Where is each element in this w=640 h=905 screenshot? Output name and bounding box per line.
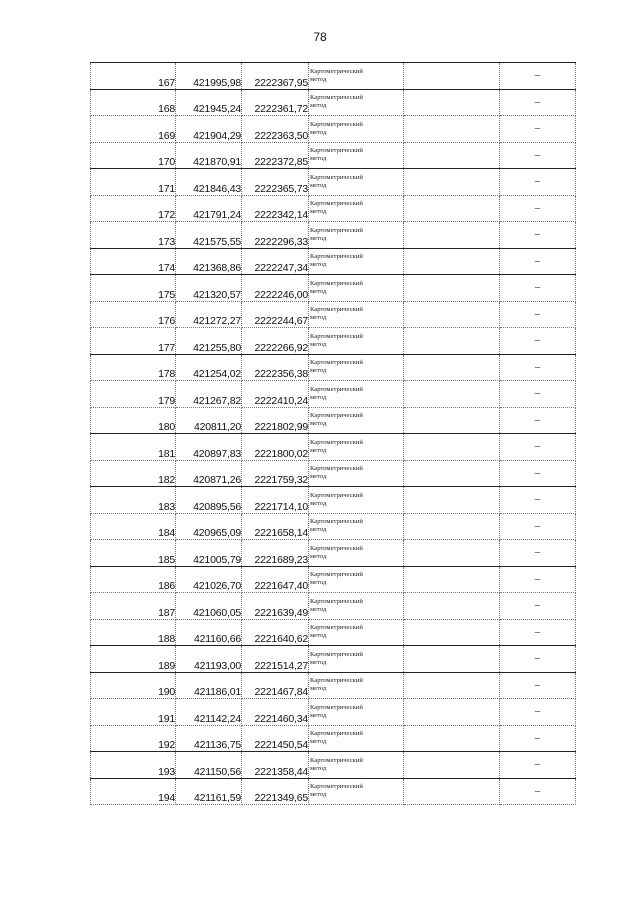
y-coordinate-cell: 2222367,95	[242, 63, 309, 90]
method-cell	[309, 646, 404, 673]
point-number-cell: 176	[91, 301, 176, 328]
method-label-line2: метод	[310, 658, 327, 666]
empty-cell	[404, 301, 500, 328]
table-row	[91, 566, 576, 593]
method-label-line1: Картометрический	[310, 624, 363, 632]
y-coordinate-cell: 2222356,38	[242, 354, 309, 381]
method-cell	[309, 434, 404, 461]
method-label-line1: Картометрический	[310, 597, 363, 605]
dash-cell: –	[500, 275, 576, 302]
x-coordinate-cell: 421186,01	[176, 672, 242, 699]
point-number-cell: 186	[91, 566, 176, 593]
point-number-cell: 183	[91, 487, 176, 514]
method-label-line1: Картометрический	[310, 306, 363, 314]
point-number-cell: 194	[91, 778, 176, 805]
method-label-line2: метод	[310, 102, 327, 110]
method-cell	[309, 487, 404, 514]
x-coordinate-cell: 421575,55	[176, 222, 242, 249]
method-cell	[309, 540, 404, 567]
method-label-line1: Картометрический	[310, 226, 363, 234]
method-label-line2: метод	[310, 764, 327, 772]
dash-cell: –	[500, 301, 576, 328]
dash-cell: –	[500, 142, 576, 169]
x-coordinate-cell: 421161,59	[176, 778, 242, 805]
dash-cell: –	[500, 248, 576, 275]
empty-cell	[404, 460, 500, 487]
dash-cell: –	[500, 434, 576, 461]
table-row	[91, 646, 576, 673]
table-row	[91, 513, 576, 540]
method-cell	[309, 142, 404, 169]
method-label-line1: Картометрический	[310, 412, 363, 420]
x-coordinate-cell: 421272,27	[176, 301, 242, 328]
method-label-line1: Картометрический	[310, 67, 363, 75]
empty-cell	[404, 487, 500, 514]
x-coordinate-cell: 421267,82	[176, 381, 242, 408]
method-label-line2: метод	[310, 632, 327, 640]
table-row	[91, 752, 576, 779]
point-number-cell: 191	[91, 699, 176, 726]
table-row	[91, 248, 576, 275]
method-label-line1: Картометрический	[310, 703, 363, 711]
point-number-cell: 187	[91, 593, 176, 620]
table-row	[91, 778, 576, 805]
y-coordinate-cell: 2222361,72	[242, 89, 309, 116]
dash-cell: –	[500, 752, 576, 779]
y-coordinate-cell: 2221647,40	[242, 566, 309, 593]
point-number-cell: 169	[91, 116, 176, 143]
x-coordinate-cell: 421142,24	[176, 699, 242, 726]
method-label-line1: Картометрический	[310, 518, 363, 526]
table-row	[91, 540, 576, 567]
dash-cell: –	[500, 699, 576, 726]
empty-cell	[404, 142, 500, 169]
point-number-cell: 190	[91, 672, 176, 699]
point-number-cell: 192	[91, 725, 176, 752]
method-label-line1: Картометрический	[310, 756, 363, 764]
table-row	[91, 63, 576, 90]
method-label-line1: Картометрический	[310, 730, 363, 738]
table-row	[91, 407, 576, 434]
table-row	[91, 593, 576, 620]
x-coordinate-cell: 420811,20	[176, 407, 242, 434]
x-coordinate-cell: 421254,02	[176, 354, 242, 381]
point-number-cell: 184	[91, 513, 176, 540]
x-coordinate-cell: 421995,98	[176, 63, 242, 90]
y-coordinate-cell: 2221689,23	[242, 540, 309, 567]
y-coordinate-cell: 2221640,62	[242, 619, 309, 646]
point-number-cell: 179	[91, 381, 176, 408]
y-coordinate-cell: 2221639,49	[242, 593, 309, 620]
point-number-cell: 171	[91, 169, 176, 196]
x-coordinate-cell: 420897,83	[176, 434, 242, 461]
method-label-line1: Картометрический	[310, 783, 363, 791]
y-coordinate-cell: 2222363,50	[242, 116, 309, 143]
method-label-line1: Картометрический	[310, 385, 363, 393]
table-row	[91, 434, 576, 461]
method-cell	[309, 513, 404, 540]
x-coordinate-cell: 421026,70	[176, 566, 242, 593]
point-number-cell: 168	[91, 89, 176, 116]
dash-cell: –	[500, 566, 576, 593]
y-coordinate-cell: 2221514,27	[242, 646, 309, 673]
method-cell	[309, 169, 404, 196]
y-coordinate-cell: 2222372,85	[242, 142, 309, 169]
y-coordinate-cell: 2221759,32	[242, 460, 309, 487]
method-cell	[309, 778, 404, 805]
method-label-line2: метод	[310, 367, 327, 375]
method-label-line1: Картометрический	[310, 359, 363, 367]
table-row	[91, 116, 576, 143]
method-label-line2: метод	[310, 473, 327, 481]
y-coordinate-cell: 2221714,10	[242, 487, 309, 514]
method-label-line2: метод	[310, 605, 327, 613]
x-coordinate-cell: 421150,56	[176, 752, 242, 779]
empty-cell	[404, 195, 500, 222]
method-cell	[309, 699, 404, 726]
method-label-line2: метод	[310, 738, 327, 746]
empty-cell	[404, 381, 500, 408]
point-number-cell: 174	[91, 248, 176, 275]
method-label-line2: метод	[310, 499, 327, 507]
dash-cell: –	[500, 672, 576, 699]
dash-cell: –	[500, 778, 576, 805]
table-row	[91, 699, 576, 726]
method-label-line2: метод	[310, 234, 327, 242]
empty-cell	[404, 328, 500, 355]
empty-cell	[404, 89, 500, 116]
dash-cell: –	[500, 195, 576, 222]
method-label-line1: Картометрический	[310, 147, 363, 155]
method-label-line1: Картометрический	[310, 253, 363, 261]
point-number-cell: 177	[91, 328, 176, 355]
y-coordinate-cell: 2221658,14	[242, 513, 309, 540]
y-coordinate-cell: 2222247,34	[242, 248, 309, 275]
x-coordinate-cell: 421255,80	[176, 328, 242, 355]
table-row	[91, 487, 576, 514]
y-coordinate-cell: 2221802,99	[242, 407, 309, 434]
coordinates-table-body	[91, 63, 576, 805]
point-number-cell: 180	[91, 407, 176, 434]
method-label-line1: Картометрический	[310, 120, 363, 128]
y-coordinate-cell: 2222246,00	[242, 275, 309, 302]
method-label-line2: метод	[310, 791, 327, 799]
method-cell	[309, 116, 404, 143]
empty-cell	[404, 434, 500, 461]
method-label-line2: метод	[310, 393, 327, 401]
dash-cell: –	[500, 222, 576, 249]
dash-cell: –	[500, 169, 576, 196]
empty-cell	[404, 646, 500, 673]
empty-cell	[404, 354, 500, 381]
y-coordinate-cell: 2222266,92	[242, 328, 309, 355]
empty-cell	[404, 672, 500, 699]
coordinates-table	[90, 62, 576, 805]
dash-cell: –	[500, 460, 576, 487]
method-label-line2: метод	[310, 552, 327, 560]
empty-cell	[404, 513, 500, 540]
point-number-cell: 175	[91, 275, 176, 302]
method-label-line2: метод	[310, 446, 327, 454]
method-label-line2: метод	[310, 155, 327, 163]
point-number-cell: 189	[91, 646, 176, 673]
dash-cell: –	[500, 407, 576, 434]
x-coordinate-cell: 421791,24	[176, 195, 242, 222]
point-number-cell: 178	[91, 354, 176, 381]
dash-cell: –	[500, 328, 576, 355]
empty-cell	[404, 169, 500, 196]
y-coordinate-cell: 2222410,24	[242, 381, 309, 408]
x-coordinate-cell: 421368,86	[176, 248, 242, 275]
dash-cell: –	[500, 646, 576, 673]
empty-cell	[404, 619, 500, 646]
method-label-line2: метод	[310, 208, 327, 216]
method-cell	[309, 593, 404, 620]
table-row	[91, 142, 576, 169]
method-label-line2: метод	[310, 685, 327, 693]
table-row	[91, 460, 576, 487]
page-number: 78	[313, 30, 327, 44]
method-label-line2: метод	[310, 340, 327, 348]
method-label-line2: метод	[310, 75, 327, 83]
table-row	[91, 672, 576, 699]
empty-cell	[404, 778, 500, 805]
dash-cell: –	[500, 540, 576, 567]
empty-cell	[404, 593, 500, 620]
method-cell	[309, 381, 404, 408]
x-coordinate-cell: 421870,91	[176, 142, 242, 169]
table-row	[91, 381, 576, 408]
method-label-line1: Картометрический	[310, 94, 363, 102]
method-label-line1: Картометрический	[310, 544, 363, 552]
x-coordinate-cell: 420895,56	[176, 487, 242, 514]
method-label-line2: метод	[310, 420, 327, 428]
dash-cell: –	[500, 513, 576, 540]
empty-cell	[404, 699, 500, 726]
method-cell	[309, 566, 404, 593]
y-coordinate-cell: 2222244,67	[242, 301, 309, 328]
method-label-line2: метод	[310, 181, 327, 189]
table-row	[91, 195, 576, 222]
x-coordinate-cell: 421945,24	[176, 89, 242, 116]
dash-cell: –	[500, 381, 576, 408]
point-number-cell: 182	[91, 460, 176, 487]
y-coordinate-cell: 2222365,73	[242, 169, 309, 196]
point-number-cell: 167	[91, 63, 176, 90]
method-label-line2: метод	[310, 314, 327, 322]
dash-cell: –	[500, 593, 576, 620]
method-label-line1: Картометрический	[310, 677, 363, 685]
method-cell	[309, 301, 404, 328]
dash-cell: –	[500, 354, 576, 381]
empty-cell	[404, 540, 500, 567]
x-coordinate-cell: 421846,43	[176, 169, 242, 196]
method-cell	[309, 672, 404, 699]
method-cell	[309, 195, 404, 222]
method-label-line1: Картометрический	[310, 200, 363, 208]
table-row	[91, 169, 576, 196]
method-label-line1: Картометрический	[310, 279, 363, 287]
method-label-line1: Картометрический	[310, 465, 363, 473]
y-coordinate-cell: 2221800,02	[242, 434, 309, 461]
point-number-cell: 193	[91, 752, 176, 779]
method-cell	[309, 407, 404, 434]
empty-cell	[404, 725, 500, 752]
dash-cell: –	[500, 725, 576, 752]
table-row	[91, 328, 576, 355]
method-label-line1: Картометрический	[310, 650, 363, 658]
empty-cell	[404, 248, 500, 275]
y-coordinate-cell: 2221450,54	[242, 725, 309, 752]
table-row	[91, 89, 576, 116]
x-coordinate-cell: 421904,29	[176, 116, 242, 143]
point-number-cell: 188	[91, 619, 176, 646]
table-row	[91, 619, 576, 646]
x-coordinate-cell: 421060,05	[176, 593, 242, 620]
point-number-cell: 181	[91, 434, 176, 461]
x-coordinate-cell: 421320,57	[176, 275, 242, 302]
y-coordinate-cell: 2221358,44	[242, 752, 309, 779]
empty-cell	[404, 222, 500, 249]
empty-cell	[404, 407, 500, 434]
dash-cell: –	[500, 487, 576, 514]
method-label-line1: Картометрический	[310, 491, 363, 499]
table-row	[91, 725, 576, 752]
point-number-cell: 172	[91, 195, 176, 222]
method-cell	[309, 222, 404, 249]
y-coordinate-cell: 2222296,33	[242, 222, 309, 249]
method-label-line1: Картометрический	[310, 438, 363, 446]
x-coordinate-cell: 421005,79	[176, 540, 242, 567]
y-coordinate-cell: 2221460,34	[242, 699, 309, 726]
method-label-line2: метод	[310, 711, 327, 719]
dash-cell: –	[500, 116, 576, 143]
method-label-line2: метод	[310, 128, 327, 136]
empty-cell	[404, 275, 500, 302]
method-cell	[309, 89, 404, 116]
method-cell	[309, 619, 404, 646]
method-cell	[309, 275, 404, 302]
y-coordinate-cell: 2221467,84	[242, 672, 309, 699]
empty-cell	[404, 566, 500, 593]
x-coordinate-cell: 421160,66	[176, 619, 242, 646]
table-row	[91, 275, 576, 302]
point-number-cell: 170	[91, 142, 176, 169]
method-cell	[309, 725, 404, 752]
x-coordinate-cell: 421193,00	[176, 646, 242, 673]
method-label-line1: Картометрический	[310, 332, 363, 340]
dash-cell: –	[500, 63, 576, 90]
empty-cell	[404, 752, 500, 779]
x-coordinate-cell: 420965,09	[176, 513, 242, 540]
dash-cell: –	[500, 619, 576, 646]
point-number-cell: 185	[91, 540, 176, 567]
method-cell	[309, 354, 404, 381]
empty-cell	[404, 116, 500, 143]
point-number-cell: 173	[91, 222, 176, 249]
y-coordinate-cell: 2222342,14	[242, 195, 309, 222]
method-cell	[309, 752, 404, 779]
dash-cell: –	[500, 89, 576, 116]
method-cell	[309, 248, 404, 275]
method-cell	[309, 63, 404, 90]
x-coordinate-cell: 420871,26	[176, 460, 242, 487]
method-label-line2: метод	[310, 287, 327, 295]
method-cell	[309, 328, 404, 355]
y-coordinate-cell: 2221349,65	[242, 778, 309, 805]
method-cell	[309, 460, 404, 487]
method-label-line1: Картометрический	[310, 173, 363, 181]
x-coordinate-cell: 421136,75	[176, 725, 242, 752]
table-row	[91, 354, 576, 381]
method-label-line2: метод	[310, 579, 327, 587]
method-label-line2: метод	[310, 526, 327, 534]
table-row	[91, 301, 576, 328]
empty-cell	[404, 63, 500, 90]
method-label-line1: Картометрический	[310, 571, 363, 579]
table-row	[91, 222, 576, 249]
method-label-line2: метод	[310, 261, 327, 269]
